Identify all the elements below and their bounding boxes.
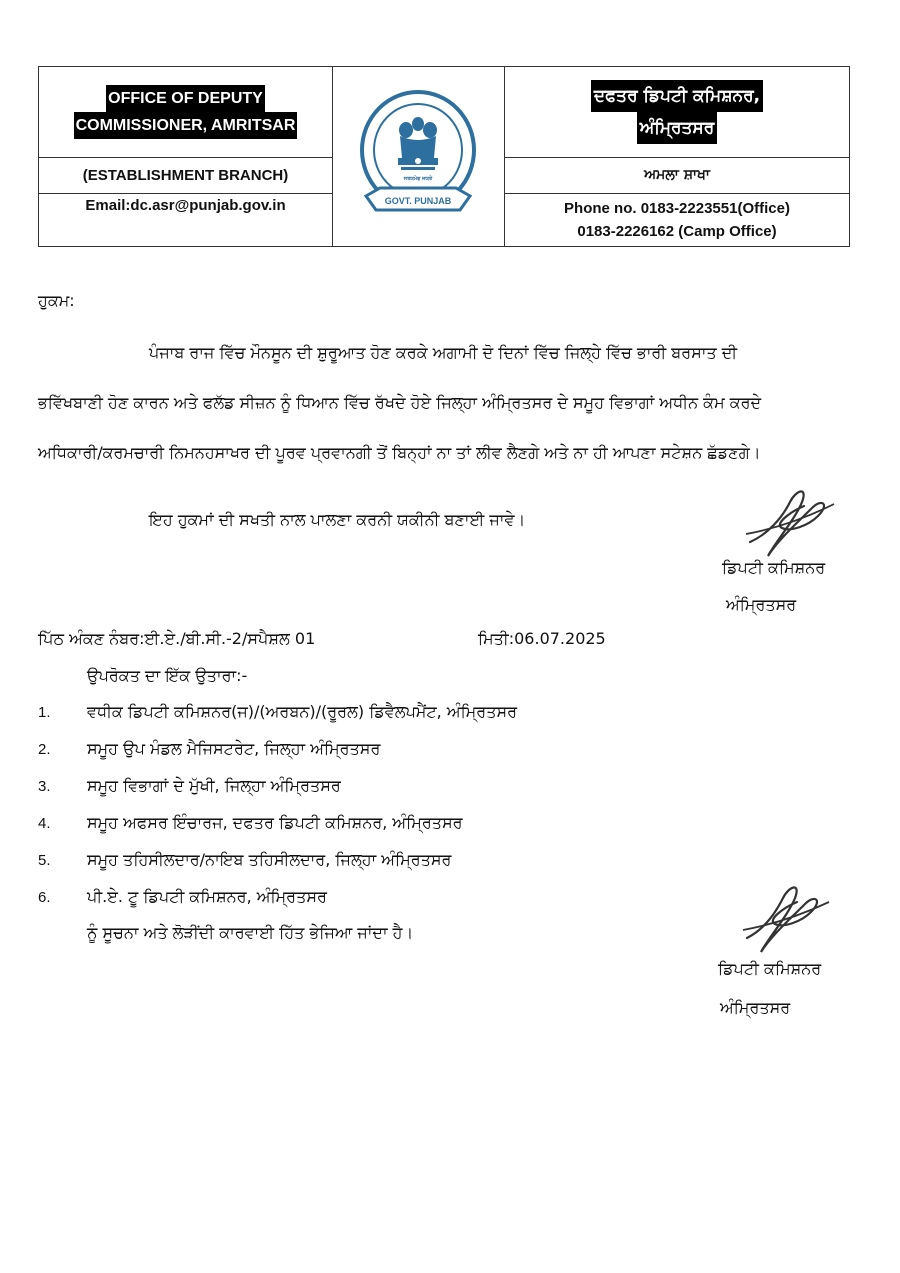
list-item: ਵਧੀਕ ਡਿਪਟੀ ਕਮਿਸ਼ਨਰ(ਜ)/(ਅਰਬਨ)/(ਰੂਰਲ) ਡਿਵੈਲਪਮੈਂਟ, ਅੰਮ੍ਰਿਤਸਰ [87, 702, 518, 721]
list-item: ਸਮੂਹ ਅਫਸਰ ਇੰਚਾਰਜ, ਦਫਤਰ ਡਿਪਟੀ ਕਮਿਸ਼ਨਰ, ਅੰਮ੍ਰਿਤਸਰ [87, 813, 463, 832]
office-title-english [39, 67, 332, 157]
office-title-punjabi [504, 67, 850, 157]
order-paragraph-line: ਭਵਿੱਖਬਾਣੀ ਹੋਣ ਕਾਰਨ ਅਤੇ ਫਲੱਡ ਸੀਜ਼ਨ ਨੂੰ ਧਿਆਨ ਵਿੱਚ ਰੱਖਦੇ ਹੋਏ ਜਿਲ੍ਹਾ ਅੰਮ੍ਰਿਤਸਰ ਦੇ ਸਮੂਹ ਵਿਭਾਗਾਂ ਅਧੀਨ ਕੰਮ ਕਰਦੇ [38, 393, 762, 412]
branch-english: (ESTABLISHMENT BRANCH) [82, 166, 289, 184]
phone-office: Phone no. 0183-2223551(Office) [564, 200, 790, 217]
punjab-emblem [332, 67, 504, 248]
signature-icon [733, 876, 833, 958]
signatory-place: ਅੰਮ੍ਰਿਤਸਰ [720, 998, 791, 1017]
letterhead-table [38, 66, 850, 247]
office-title-line2: COMMISSIONER, AMRITSAR [74, 112, 298, 139]
list-item: ਸਮੂਹ ਉਪ ਮੰਡਲ ਮੈਜਿਸਟਰੇਟ, ਜਿਲ੍ਹਾ ਅੰਮ੍ਰਿਤਸਰ [87, 739, 381, 758]
closing-line: ਨੂੰ ਸੂਚਨਾ ਅਤੇ ਲੋੜੀਂਦੀ ਕਾਰਵਾਈ ਹਿੱਤ ਭੇਜਿਆ ਜਾਂਦਾ ਹੈ। [87, 923, 414, 942]
branch-punjabi: ਅਮਲਾ ਸ਼ਾਖਾ [644, 167, 710, 183]
signatory-title: ਡਿਪਟੀ ਕਮਿਸ਼ਨਰ [718, 959, 822, 978]
list-item: ਸਮੂਹ ਵਿਭਾਗਾਂ ਦੇ ਮੁੱਖੀ, ਜਿਲ੍ਹਾ ਅੰਮ੍ਰਿਤਸਰ [87, 776, 341, 795]
list-item: ਪੀ.ਏ. ਟੂ ਡਿਪਟੀ ਕਮਿਸ਼ਨਰ, ਅੰਮ੍ਰਿਤਸਰ [87, 887, 327, 906]
list-item-number: 2. [38, 741, 51, 758]
signatory-place: ਅੰਮ੍ਰਿਤਸਰ [726, 595, 797, 614]
office-title-pa-line2: ਅੰਮ੍ਰਿਤਸਰ [637, 112, 718, 144]
compliance-line: ਇਹ ਹੁਕਮਾਂ ਦੀ ਸਖਤੀ ਨਾਲ ਪਾਲਣਾ ਕਰਨੀ ਯਕੀਨੀ ਬਣਾਈ ਜਾਵੇ। [149, 510, 526, 529]
list-item-number: 3. [38, 778, 51, 795]
list-item-number: 5. [38, 852, 51, 869]
emblem-icon [356, 88, 480, 228]
order-paragraph-line: ਅਧਿਕਾਰੀ/ਕਰਮਚਾਰੀ ਨਿਮਨਹਸਾਖਰ ਦੀ ਪੂਰਵ ਪ੍ਰਵਾਨਗੀ ਤੋਂ ਬਿਨ੍ਹਾਂ ਨਾ ਤਾਂ ਲੀਵ ਲੈਣਗੇ ਅਤੇ ਨਾ ਹੀ ਆਪਣਾ ਸਟੇਸ਼ਨ ਛੱਡਣਗੇ। [38, 443, 761, 462]
phone-numbers [504, 193, 850, 247]
svg-text:ਸਤਯਮੇਵ ਜਯਤੇ: ਸਤਯਮੇਵ ਜਯਤੇ [403, 175, 433, 182]
endorsement-date: ਮਿਤੀ:06.07.2025 [478, 629, 606, 648]
email-address: Email:dc.asr@punjab.gov.in [85, 197, 286, 214]
order-paragraph-line: ਪੰਜਾਬ ਰਾਜ ਵਿੱਚ ਮੌਨਸੂਨ ਦੀ ਸ਼ੁਰੂਆਤ ਹੋਣ ਕਰਕੇ ਅਗਾਮੀ ਦੋ ਦਿਨਾਂ ਵਿੱਚ ਜਿਲ੍ਹੇ ਵਿੱਚ ਭਾਰੀ ਬਰਸਾਤ ਦੀ [149, 343, 738, 362]
office-title-pa-line1: ਦਫਤਰ ਡਿਪਟੀ ਕਮਿਸ਼ਨਰ, [591, 80, 763, 112]
phone-camp-office: 0183-2226162 (Camp Office) [577, 223, 777, 240]
list-item-number: 1. [38, 704, 51, 721]
emblem-banner-text: GOVT. PUNJAB [384, 195, 452, 206]
order-heading: ਹੁਕਮ: [38, 291, 75, 310]
list-item: ਸਮੂਹ ਤਹਿਸੀਲਦਾਰ/ਨਾਇਬ ਤਹਿਸੀਲਦਾਰ, ਜਿਲ੍ਹਾ ਅੰਮ੍ਰਿਤਸਰ [87, 850, 452, 869]
copy-intro: ਉਪਰੋਕਤ ਦਾ ਇੱਕ ਉਤਾਰਾ:- [87, 666, 248, 685]
office-title-line1: OFFICE OF DEPUTY [106, 85, 265, 112]
list-item-number: 6. [38, 889, 51, 906]
endorsement-number: ਪਿੱਠ ਅੰਕਣ ਨੰਬਰ:ਈ.ਏ./ਬੀ.ਸੀ.-2/ਸਪੈਸ਼ਲ 01 [38, 629, 316, 648]
signature-icon [738, 482, 838, 562]
list-item-number: 4. [38, 815, 51, 832]
signatory-title: ਡਿਪਟੀ ਕਮਿਸ਼ਨਰ [722, 558, 826, 577]
